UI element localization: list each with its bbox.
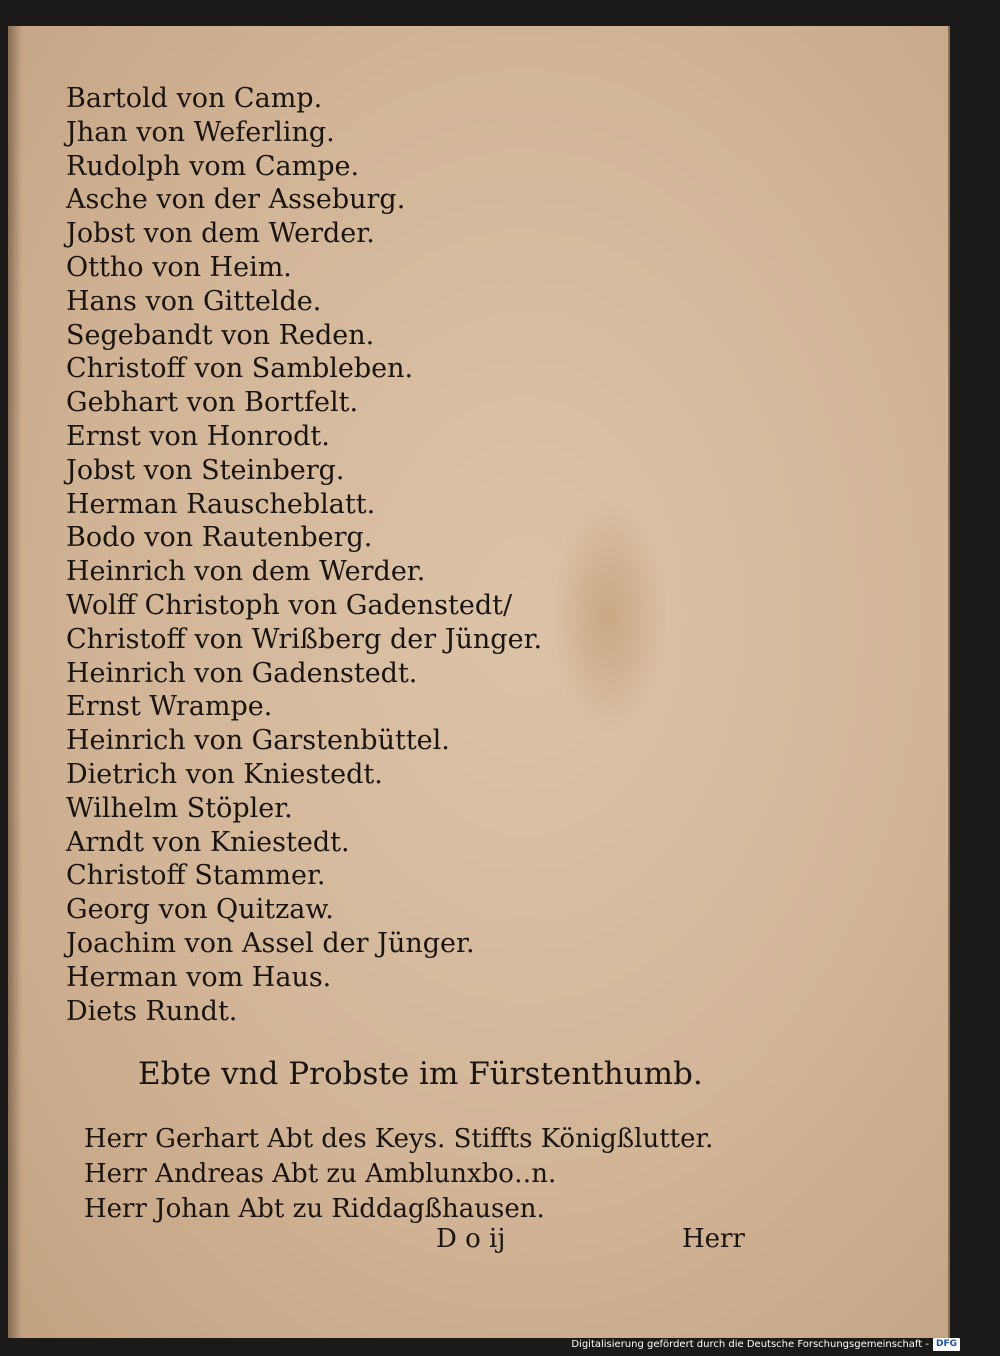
name-entry: Dietrich von Kniestedt.: [66, 758, 383, 790]
name-entry: Rudolph vom Campe.: [66, 150, 360, 182]
abbot-list: [84, 1122, 713, 1227]
name-entry: Jobst von Steinberg.: [66, 454, 345, 486]
name-list: [66, 82, 542, 1028]
name-entry: Diets Rundt.: [66, 995, 238, 1027]
name-entry: Wolff Christoph von Gadenstedt/: [66, 589, 513, 621]
name-entry: Wilhelm Stöpler.: [66, 792, 293, 824]
catchword: Herr: [682, 1224, 745, 1254]
name-entry: Christoff von Sambleben.: [66, 353, 414, 385]
water-stain: [548, 496, 668, 736]
name-entry: Heinrich von dem Werder.: [66, 556, 426, 588]
name-entry: Herman Rauscheblatt.: [66, 488, 376, 520]
name-entry: Asche von der Asseburg.: [66, 184, 406, 216]
name-entry: Hans von Gittelde.: [66, 285, 322, 317]
page-edge-shadow: [8, 26, 22, 1338]
name-entry: Herman vom Haus.: [66, 961, 332, 993]
name-entry: Jhan von Weferling.: [66, 116, 335, 148]
name-entry: Ernst von Honrodt.: [66, 420, 330, 452]
section-heading: Ebte vnd Probste im Fürstenthumb.: [138, 1056, 703, 1092]
name-entry: Christoff Stammer.: [66, 860, 326, 892]
name-entry: Ottho von Heim.: [66, 251, 292, 283]
name-entry: Heinrich von Garstenbüttel.: [66, 725, 450, 757]
name-entry: Gebhart von Bortfelt.: [66, 387, 359, 419]
name-entry: Heinrich von Gadenstedt.: [66, 657, 418, 689]
name-entry: Georg von Quitzaw.: [66, 894, 334, 926]
footer-credit-text: Digitalisierung gefördert durch die Deutsche Forschungsgemeinschaft -: [571, 1338, 929, 1350]
name-entry: Segebandt von Reden.: [66, 319, 375, 351]
document-page: [8, 26, 950, 1338]
name-entry: Arndt von Kniestedt.: [66, 826, 350, 858]
signature-mark: D o ij: [436, 1224, 506, 1254]
abbot-entry: Herr Johan Abt zu Riddagßhausen.: [84, 1194, 545, 1224]
name-entry: Christoff von Wrißberg der Jünger.: [66, 623, 543, 655]
dfg-logo: DFG: [933, 1338, 960, 1351]
footer-credit: [571, 1336, 960, 1352]
name-entry: Joachim von Assel der Jünger.: [66, 927, 475, 959]
name-entry: Ernst Wrampe.: [66, 691, 273, 723]
abbot-entry: Herr Andreas Abt zu Amblunxbo‥n.: [84, 1159, 557, 1189]
name-entry: Bartold von Camp.: [66, 83, 323, 114]
abbot-entry: Herr Gerhart Abt des Keys. Stiffts Königßlutter.: [84, 1124, 714, 1154]
name-entry: Bodo von Rautenberg.: [66, 522, 373, 554]
name-entry: Jobst von dem Werder.: [66, 218, 375, 250]
